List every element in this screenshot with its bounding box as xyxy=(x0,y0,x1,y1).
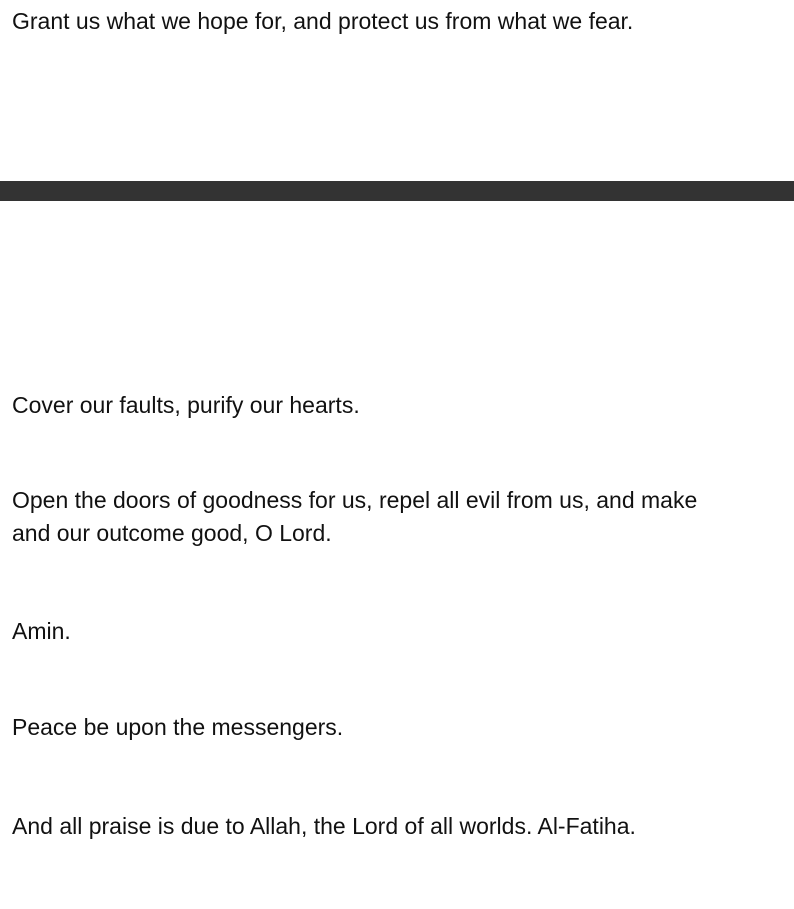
prayer-line-cover-faults: Cover our faults, purify our hearts. xyxy=(12,392,360,418)
prayer-line-praise-allah: And all praise is due to Allah, the Lord of all worlds. Al-Fatiha. xyxy=(12,813,636,839)
prayer-line-hope-fear: Grant us what we hope for, and protect us from what we fear. xyxy=(12,8,634,34)
separator-bar xyxy=(0,181,794,201)
prayer-line-amin: Amin. xyxy=(12,618,71,644)
prayer-line-open-doors: Open the doors of goodness for us, repel all evil from us, and make xyxy=(12,487,698,513)
prayer-line-outcome-good: and our outcome good, O Lord. xyxy=(12,520,332,546)
prayer-line-peace-messengers: Peace be upon the messengers. xyxy=(12,714,344,740)
